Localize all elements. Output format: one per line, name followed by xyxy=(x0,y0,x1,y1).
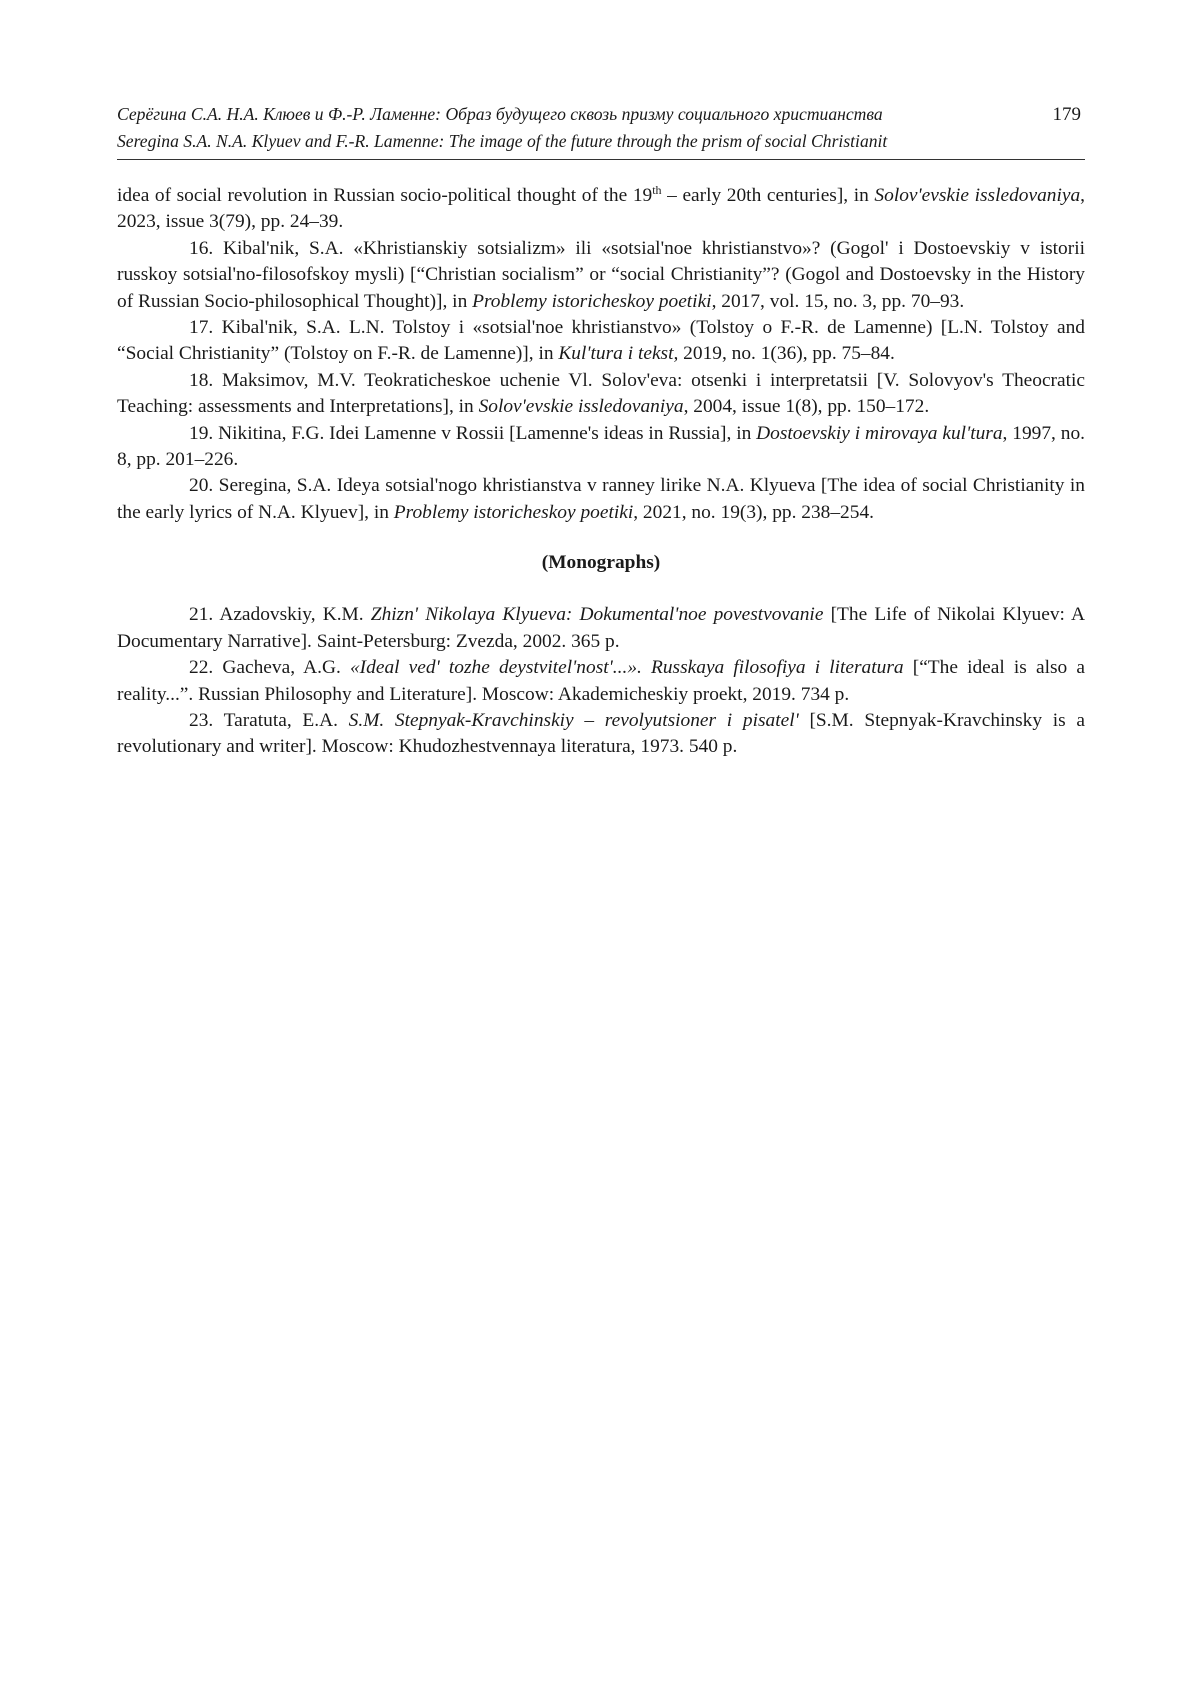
reference-17: 17. Kibal'nik, S.A. L.N. Tolstoy i «sotsial'noe khristianstvo» (Tolstoy o F.-R. de Lamenne) [L.N. Tolstoy and “Social Christianity” (Tolstoy on F.-R. de Lamenne)], in Kul'tura i tekst, 2019, no. 1(36), pp. 75–84. xyxy=(117,317,1085,365)
journal-title: Solov'evskie issledovaniya xyxy=(874,185,1081,206)
reference-19: 19. Nikitina, F.G. Idei Lamenne v Rossii [Lamenne's ideas in Russia], in Dostoevskiy i mirovaya kul'tura, 1997, no. 8, pp. 201–226. xyxy=(117,422,1086,471)
journal-title: Kul'tura i tekst, xyxy=(558,343,679,365)
book-title: «Ideal ved' tozhe deystvitel'nost'...». Russkaya filosofiya i literatura xyxy=(349,657,904,679)
reference-16: 16. Kibal'nik, S.A. «Khristianskiy sotsializm» ili «sotsial'noe khristianstvo»? (Gogol' i Dostoevskiy v istorii russkoy sotsial'no-filosofskoy mysli) [“Christian socialism” or “social Christianity”? (Gogol and Dostoevsky in the History of Russian Socio-philosophical Thought)], in Problemy istoricheskoy poetiki, 2017, vol. 15, no. 3, pp. 70–93. xyxy=(117,237,1085,312)
reference-15-continued: idea of social revolution in Russian socio-political thought of the 19th – early 20th centuries], in Solov'evskie issledovaniya, 2023, issue 3(79), pp. 24–39. xyxy=(117,183,1086,233)
reference-20: 20. Seregina, S.A. Ideya sotsial'nogo khristianstva v ranney lirike N.A. Klyueva [The idea of social Christianity in the early lyrics of N.A. Klyuev], in Problemy istoricheskoy poetiki, 2021, no. 19(3), pp. 238–254. xyxy=(117,475,1085,523)
document-page xyxy=(117,0,1085,761)
journal-title: Dostoevskiy i mirovaya kul'tura xyxy=(756,422,1003,444)
book-title: Zhizn' Nikolaya Klyueva: Dokumental'noe povestvovanie xyxy=(370,604,824,626)
journal-title: Problemy istoricheskoy poetiki xyxy=(393,501,634,523)
reference-22: 22. Gacheva, A.G. «Ideal ved' tozhe deystvitel'nost'...». Russkaya filosofiya i literatura [“The ideal is also a reality...”. Russian Philosophy and Literature]. Moscow: Akademicheskiy proekt, 2019. 734 p. xyxy=(117,657,1085,705)
journal-title: Solov'evskie issledovaniya xyxy=(478,396,684,418)
running-header xyxy=(117,101,1085,160)
reference-18: 18. Maksimov, M.V. Teokraticheskoe uchenie Vl. Solov'eva: otsenki i interpretatsii [V. Solovyov's Theocratic Teaching: assessments and Interpretations], in Solov'evskie issledovaniya, 2004, issue 1(8), pp. 150–172. xyxy=(117,369,1085,418)
journal-title: Problemy istoricheskoy poetiki xyxy=(472,290,712,312)
book-title: S.M. Stepnyak-Kravchinskiy – revolyutsioner i pisatel' xyxy=(348,709,799,731)
section-heading-monographs: (Monographs) xyxy=(541,552,661,574)
page-number: 179 xyxy=(1052,104,1081,125)
header-title-english: Seregina S.A. N.A. Klyuev and F.-R. Lamenne: The image of the future through the prism of social Christianit xyxy=(117,131,888,151)
reference-21: 21. Azadovskiy, K.M. Zhizn' Nikolaya Klyueva: Dokumental'noe povestvovanie [The Life of Nikolai Klyuev: A Documentary Narrative]. Saint-Petersburg: Zvezda, 2002. 365 p. xyxy=(117,604,1085,652)
references-list xyxy=(117,183,1085,761)
header-title-russian: Серёгина С.А. Н.А. Клюев и Ф.-Р. Ламенне: Образ будущего сквозь призму социального христианства xyxy=(117,104,883,124)
reference-23: 23. Taratuta, E.A. S.M. Stepnyak-Kravchinskiy – revolyutsioner i pisatel' [S.M. Stepnyak-Kravchinsky is a revolutionary and writer]. Moscow: Khudozhestvennaya literatura, 1973. 540 p. xyxy=(117,709,1085,758)
